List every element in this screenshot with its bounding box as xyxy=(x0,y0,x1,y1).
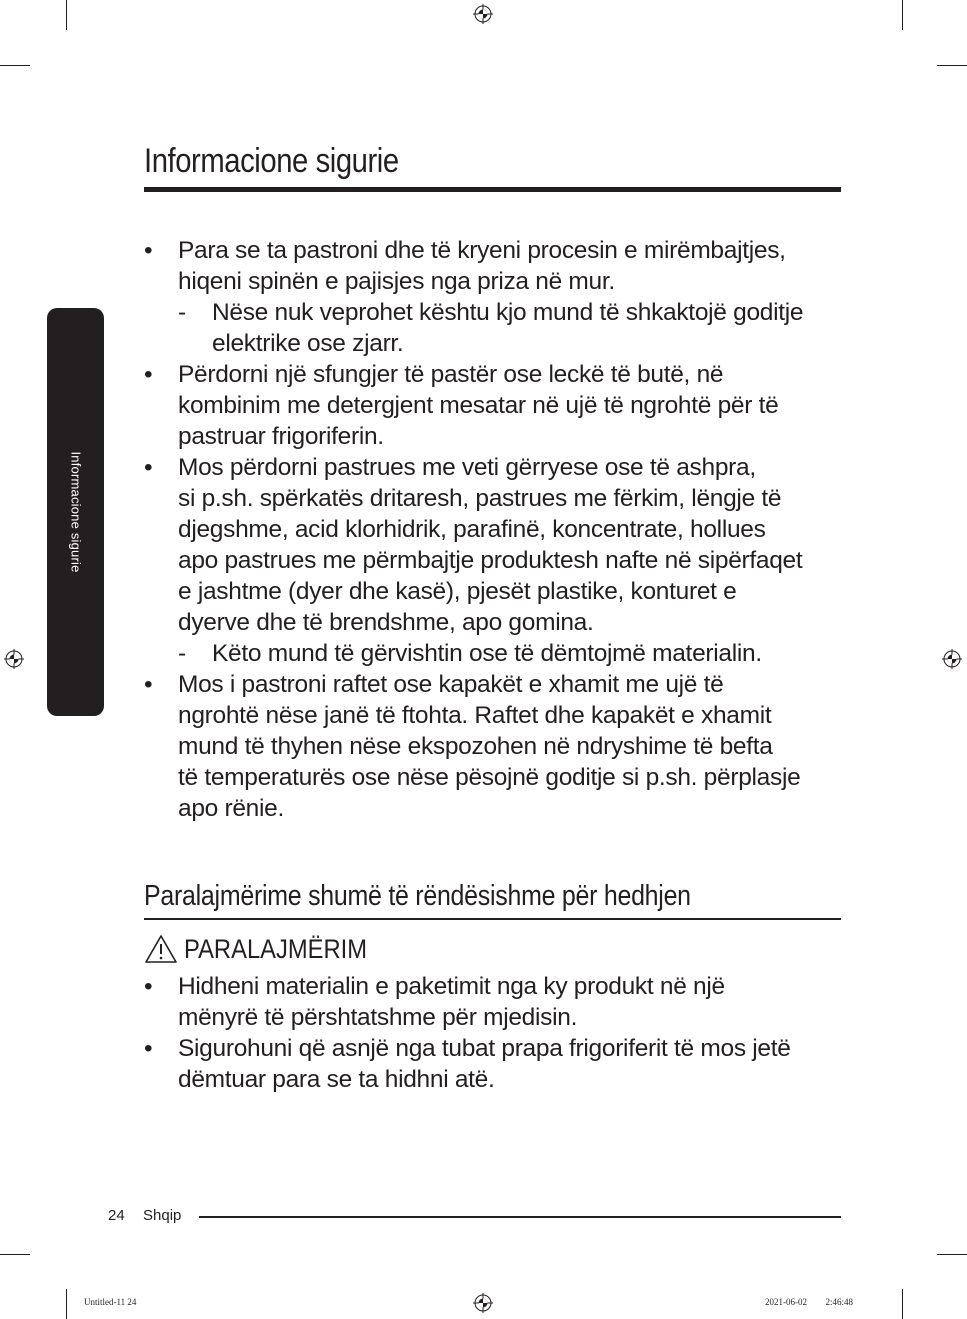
section-rule xyxy=(144,918,841,920)
list-item-text: ngrohtë nëse janë të ftohta. Raftet dhe kapakët e xhamit xyxy=(178,702,772,729)
bullet-icon: • xyxy=(144,671,153,698)
list-item-text: si p.sh. spërkatës dritaresh, pastrues me fërkim, lëngje të xyxy=(178,485,782,512)
bullet-icon: • xyxy=(144,237,153,264)
list-item-text: kombinim me detergjent mesatar në ujë të ngrohtë për të xyxy=(178,392,779,419)
side-tab-label: Informacione sigurie xyxy=(68,451,83,573)
list-item-text: apo pastrues me përmbajtje produktesh nafte në sipërfaqet xyxy=(178,547,803,574)
list-item-text: Mos i pastroni raftet ose kapakët e xhamit me ujë të xyxy=(178,671,724,698)
warning-triangle-icon xyxy=(144,934,178,964)
crop-mark xyxy=(902,0,903,30)
list-item xyxy=(144,235,844,359)
sub-item xyxy=(178,638,844,669)
dash-icon: - xyxy=(178,299,187,326)
footer-language: Shqip xyxy=(143,1207,182,1224)
page-title: Informacione sigurie xyxy=(144,142,399,180)
list-item-text: mënyrë të përshtatshme për mjedisin. xyxy=(178,1004,578,1031)
list-item-text: Para se ta pastroni dhe të kryeni procesin e mirëmbajtjes, xyxy=(178,237,786,264)
list-item xyxy=(144,359,844,452)
bullet-icon: • xyxy=(144,361,153,388)
footer-rule xyxy=(199,1216,841,1218)
list-item-text: dëmtuar para se ta hidhni atë. xyxy=(178,1066,495,1093)
list-item-text: të temperaturës ose nëse pësojnë goditje si p.sh. përplasje xyxy=(178,764,801,791)
safety-list xyxy=(144,235,844,824)
section-title: Paralajmërime shumë të rëndësishme për hedhjen xyxy=(144,880,691,912)
crop-mark xyxy=(66,1289,67,1319)
list-item-text: djegshme, acid klorhidrik, parafinë, koncentrate, hollues xyxy=(178,516,766,543)
bullet-icon: • xyxy=(144,1035,153,1062)
list-item xyxy=(144,971,844,1033)
warning-label: PARALAJMËRIM xyxy=(184,933,368,964)
list-item xyxy=(144,669,844,824)
list-item-text: dyerve dhe të brendshme, apo gomina. xyxy=(178,609,594,636)
list-item-text: Sigurohuni që asnjë nga tubat prapa frigoriferit të mos jetë xyxy=(178,1035,791,1062)
crop-mark xyxy=(937,65,967,66)
dash-icon: - xyxy=(178,640,187,667)
sub-item xyxy=(178,297,844,359)
crop-mark xyxy=(902,1289,903,1319)
list-item-text: pastruar frigoriferin. xyxy=(178,423,384,450)
sub-item-text: elektrike ose zjarr. xyxy=(212,330,404,357)
page-number: 24 xyxy=(108,1207,125,1224)
crop-mark xyxy=(66,0,67,30)
disposal-list xyxy=(144,971,844,1095)
sub-item-text: Këto mund të gërvishtin ose të dëmtojmë materialin. xyxy=(212,640,762,667)
list-item-text: Hidheni materialin e paketimit nga ky produkt në një xyxy=(178,973,725,1000)
registration-mark-icon xyxy=(942,649,962,669)
list-item xyxy=(144,452,844,669)
slug-filename: Untitled-11 24 xyxy=(84,1297,137,1307)
warning-heading xyxy=(144,932,392,966)
crop-mark xyxy=(937,1254,967,1255)
side-tab xyxy=(47,308,104,716)
bullet-icon: • xyxy=(144,973,153,1000)
registration-mark-icon xyxy=(473,4,493,24)
crop-mark xyxy=(0,65,30,66)
list-item-text: Mos përdorni pastrues me veti gërryese ose të ashpra, xyxy=(178,454,756,481)
registration-mark-icon xyxy=(473,1293,493,1313)
list-item-text: mund të thyhen nëse ekspozohen në ndryshime të befta xyxy=(178,733,773,760)
list-item-text: hiqeni spinën e pajisjes nga priza në mur. xyxy=(178,268,615,295)
slug-timestamp: 2021-06-02 ￿￿ 2:46:48 xyxy=(765,1297,853,1307)
registration-mark-icon xyxy=(4,649,24,669)
bullet-icon: • xyxy=(144,454,153,481)
sub-item-text: Nëse nuk veprohet kështu kjo mund të shkaktojë goditje xyxy=(212,299,804,326)
list-item-text: Përdorni një sfungjer të pastër ose leckë të butë, në xyxy=(178,361,724,388)
crop-mark xyxy=(0,1254,30,1255)
list-item xyxy=(144,1033,844,1095)
list-item-text: e jashtme (dyer dhe kasë), pjesët plastike, konturet e xyxy=(178,578,737,605)
list-item-text: apo rënie. xyxy=(178,795,284,822)
title-rule xyxy=(144,187,841,192)
